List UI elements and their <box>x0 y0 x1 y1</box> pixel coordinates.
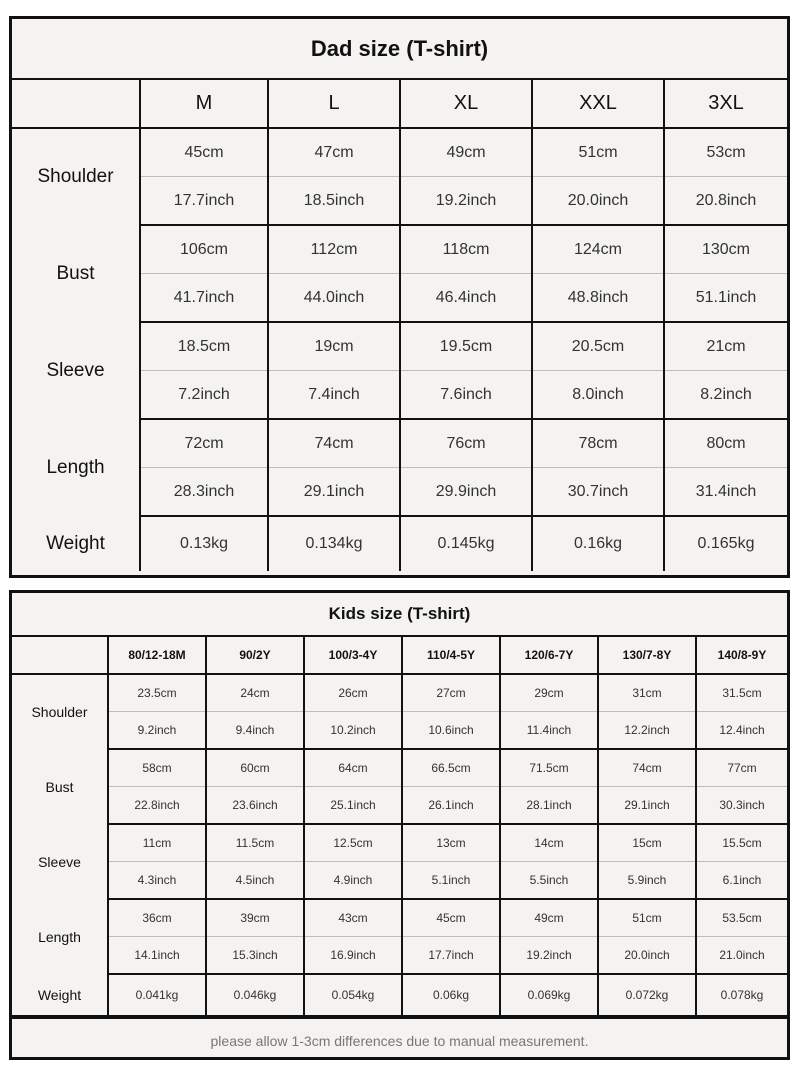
kids-weight-value: 0.041kg <box>108 974 206 1016</box>
dad-cm-value: 130cm <box>701 240 751 258</box>
dad-inch-value: 7.2inch <box>140 371 268 420</box>
kids-measure-row-inch <box>12 712 787 750</box>
kids-inch-value: 17.7inch <box>402 937 500 975</box>
kids-measure-row-cm <box>12 674 787 712</box>
dad-size-table <box>12 80 787 571</box>
kids-size-header: 120/6-7Y <box>500 637 598 674</box>
kids-inch-value: 10.6inch <box>402 712 500 750</box>
kids-cm-value: 77cm <box>727 761 757 775</box>
dad-inch-value: 44.0inch <box>268 274 400 323</box>
dad-measure-row-cm <box>12 419 787 468</box>
dad-cm-value: 74cm <box>268 419 400 468</box>
kids-weight-value: 0.078kg <box>696 974 787 1016</box>
dad-inch-value: 46.4inch <box>400 274 532 323</box>
kids-cm-value: 64cm <box>304 749 402 787</box>
kids-inch-value: 21.0inch <box>696 937 787 975</box>
dad-inch-value: 51.1inch <box>664 274 787 323</box>
kids-size-header: 80/12-18M <box>108 637 206 674</box>
kids-inch-value: 15.3inch <box>206 937 304 975</box>
kids-inch-value: 9.2inch <box>108 712 206 750</box>
dad-weight-value: 0.145kg <box>400 516 532 571</box>
dad-inch-value: 8.0inch <box>532 371 664 420</box>
kids-chart-title: Kids size (T-shirt) <box>12 593 787 637</box>
kids-cm-value: 11.5cm <box>206 824 304 862</box>
kids-cm-value: 60cm <box>206 749 304 787</box>
kids-weight-value: 0.069kg <box>500 974 598 1016</box>
kids-cm-value: 71.5cm <box>500 749 598 787</box>
dad-cm-value: 19.5cm <box>400 322 532 371</box>
dad-cm-value: 78cm <box>532 419 664 468</box>
kids-inch-value: 23.6inch <box>206 787 304 825</box>
dad-size-chart <box>9 16 790 578</box>
dad-cm-value: 80cm <box>706 434 746 452</box>
dad-cm-value: 45cm <box>140 128 268 177</box>
kids-inch-value: 26.1inch <box>402 787 500 825</box>
kids-cm-value: 49cm <box>500 899 598 937</box>
kids-cm-value: 58cm <box>108 749 206 787</box>
kids-header-row <box>12 637 787 674</box>
dad-weight-value: 0.165kg <box>697 535 755 552</box>
kids-cm-value: 15.5cm <box>722 836 762 850</box>
kids-inch-value: 5.1inch <box>402 862 500 900</box>
dad-inch-value: 20.8inch <box>664 177 787 226</box>
dad-chart-title: Dad size (T-shirt) <box>12 19 787 80</box>
measurement-note: please allow 1-3cm differences due to manual measurement. <box>12 1017 787 1060</box>
kids-cm-value: 13cm <box>402 824 500 862</box>
kids-size-header: 130/7-8Y <box>598 637 696 674</box>
dad-cm-value: 19cm <box>268 322 400 371</box>
kids-inch-value: 12.2inch <box>598 712 696 750</box>
dad-inch-value: 29.9inch <box>400 468 532 517</box>
kids-header-corner <box>12 637 108 674</box>
dad-weight-value: 0.134kg <box>268 516 400 571</box>
dad-cm-value: 106cm <box>140 225 268 274</box>
kids-inch-value: 16.9inch <box>304 937 402 975</box>
dad-inch-value: 48.8inch <box>532 274 664 323</box>
dad-measure-row-cm <box>12 322 787 371</box>
kids-measure-label: Sleeve <box>12 824 108 899</box>
kids-measure-row-inch <box>12 787 787 825</box>
dad-size-header: M <box>140 80 268 128</box>
kids-cm-value: 31.5cm <box>722 686 762 700</box>
kids-inch-value: 6.1inch <box>696 862 787 900</box>
kids-inch-value: 5.9inch <box>598 862 696 900</box>
dad-cm-value: 53cm <box>706 143 746 161</box>
dad-cm-value: 112cm <box>268 225 400 274</box>
dad-cm-value: 47cm <box>268 128 400 177</box>
dad-cm-value: 72cm <box>140 419 268 468</box>
kids-cm-value: 29cm <box>500 674 598 712</box>
dad-cm-value: 118cm <box>400 225 532 274</box>
kids-cm-value: 31cm <box>598 674 696 712</box>
dad-size-header: XXL <box>532 80 664 128</box>
kids-inch-value: 12.4inch <box>696 712 787 750</box>
kids-cm-value: 14cm <box>500 824 598 862</box>
kids-cm-value: 26cm <box>304 674 402 712</box>
kids-cm-value: 11cm <box>108 824 206 862</box>
dad-cm-value: 49cm <box>400 128 532 177</box>
kids-inch-value: 4.5inch <box>206 862 304 900</box>
kids-inch-value: 4.3inch <box>108 862 206 900</box>
kids-cm-value: 74cm <box>598 749 696 787</box>
dad-cm-value: 20.5cm <box>532 322 664 371</box>
kids-inch-value: 30.3inch <box>696 787 787 825</box>
kids-inch-value: 29.1inch <box>598 787 696 825</box>
dad-inch-value: 20.0inch <box>532 177 664 226</box>
kids-size-header: 140/8-9Y <box>696 637 787 674</box>
dad-inch-value: 8.2inch <box>664 371 787 420</box>
kids-inch-value: 14.1inch <box>108 937 206 975</box>
kids-cm-value: 39cm <box>206 899 304 937</box>
kids-measure-label: Shoulder <box>12 674 108 749</box>
dad-inch-value: 28.3inch <box>140 468 268 517</box>
kids-inch-value: 28.1inch <box>500 787 598 825</box>
kids-measure-label: Length <box>12 899 108 974</box>
kids-weight-value: 0.046kg <box>206 974 304 1016</box>
dad-inch-value: 19.2inch <box>400 177 532 226</box>
dad-inch-value: 7.6inch <box>400 371 532 420</box>
dad-inch-value: 31.4inch <box>664 468 787 517</box>
kids-cm-value: 43cm <box>304 899 402 937</box>
kids-size-chart <box>9 590 790 1060</box>
dad-header-row <box>12 80 787 128</box>
dad-size-header: XL <box>400 80 532 128</box>
dad-size-header: L <box>268 80 400 128</box>
dad-inch-value: 41.7inch <box>140 274 268 323</box>
kids-measure-row-cm <box>12 899 787 937</box>
kids-size-header: 90/2Y <box>206 637 304 674</box>
dad-inch-value: 29.1inch <box>268 468 400 517</box>
dad-weight-label: Weight <box>12 516 140 571</box>
dad-cm-value: 21cm <box>706 337 746 355</box>
dad-size-header: 3XL <box>664 80 787 128</box>
kids-weight-row <box>12 974 787 1016</box>
dad-measure-label: Bust <box>12 225 140 322</box>
kids-inch-value: 20.0inch <box>598 937 696 975</box>
dad-measure-label: Sleeve <box>12 322 140 419</box>
dad-inch-value: 7.4inch <box>268 371 400 420</box>
dad-cm-value: 124cm <box>532 225 664 274</box>
kids-cm-value: 45cm <box>402 899 500 937</box>
kids-weight-value: 0.072kg <box>598 974 696 1016</box>
dad-inch-value: 30.7inch <box>532 468 664 517</box>
kids-cm-value: 23.5cm <box>108 674 206 712</box>
kids-cm-value: 53.5cm <box>722 911 762 925</box>
dad-measure-label: Shoulder <box>12 128 140 225</box>
kids-weight-value: 0.054kg <box>304 974 402 1016</box>
dad-header-corner <box>12 80 140 128</box>
kids-cm-value: 51cm <box>598 899 696 937</box>
kids-cm-value: 66.5cm <box>402 749 500 787</box>
kids-inch-value: 4.9inch <box>304 862 402 900</box>
kids-cm-value: 36cm <box>108 899 206 937</box>
kids-measure-row-inch <box>12 937 787 975</box>
kids-measure-row-inch <box>12 862 787 900</box>
kids-weight-label: Weight <box>12 974 108 1016</box>
dad-weight-value: 0.13kg <box>140 516 268 571</box>
kids-inch-value: 10.2inch <box>304 712 402 750</box>
dad-weight-value: 0.16kg <box>532 516 664 571</box>
dad-cm-value: 18.5cm <box>140 322 268 371</box>
kids-measure-row-cm <box>12 824 787 862</box>
kids-size-table <box>12 637 787 1017</box>
kids-cm-value: 12.5cm <box>304 824 402 862</box>
kids-cm-value: 15cm <box>598 824 696 862</box>
dad-measure-label: Length <box>12 419 140 516</box>
kids-measure-row-cm <box>12 749 787 787</box>
kids-inch-value: 22.8inch <box>108 787 206 825</box>
kids-inch-value: 11.4inch <box>500 712 598 750</box>
dad-measure-row-cm <box>12 128 787 177</box>
dad-cm-value: 76cm <box>400 419 532 468</box>
dad-cm-value: 51cm <box>532 128 664 177</box>
dad-weight-row <box>12 516 787 571</box>
kids-inch-value: 19.2inch <box>500 937 598 975</box>
kids-cm-value: 24cm <box>206 674 304 712</box>
dad-inch-value: 17.7inch <box>140 177 268 226</box>
kids-cm-value: 27cm <box>402 674 500 712</box>
kids-measure-label: Bust <box>12 749 108 824</box>
kids-inch-value: 9.4inch <box>206 712 304 750</box>
kids-weight-value: 0.06kg <box>402 974 500 1016</box>
kids-size-header: 100/3-4Y <box>304 637 402 674</box>
kids-inch-value: 25.1inch <box>304 787 402 825</box>
kids-size-header: 110/4-5Y <box>402 637 500 674</box>
dad-measure-row-cm <box>12 225 787 274</box>
dad-inch-value: 18.5inch <box>268 177 400 226</box>
kids-inch-value: 5.5inch <box>500 862 598 900</box>
